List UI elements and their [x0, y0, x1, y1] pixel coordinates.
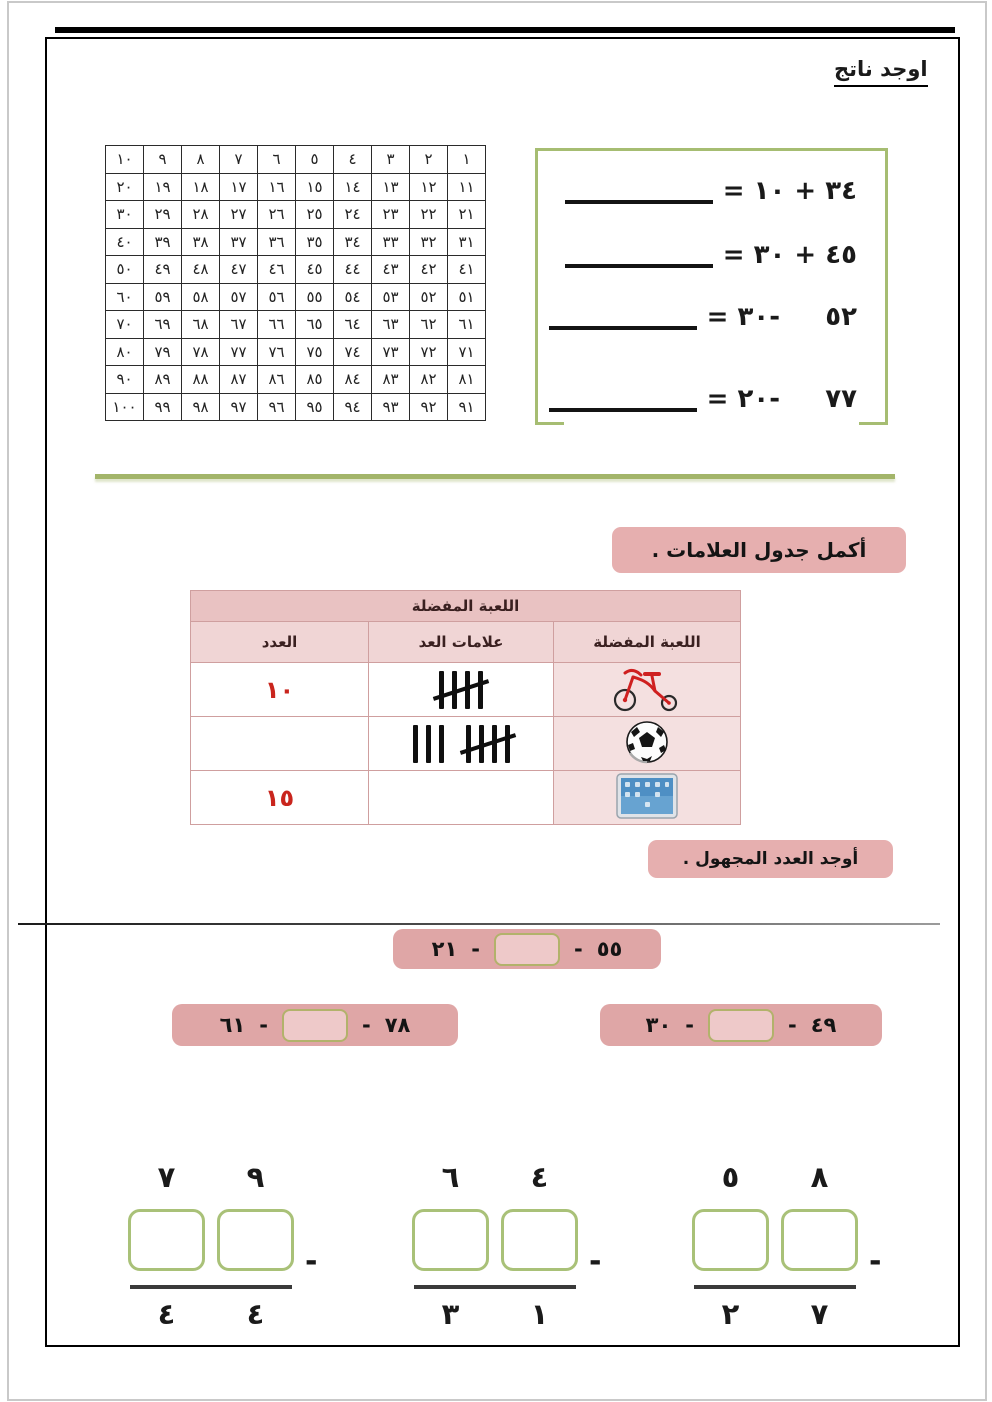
hundred-chart-cell: ١٢ [410, 173, 448, 201]
minus-sign: - [574, 937, 583, 961]
answer-blank [565, 200, 713, 204]
hundred-chart-cell: ٦٣ [372, 311, 410, 339]
tally-instruction-label: أكمل جدول العلامات . [651, 538, 867, 562]
hundred-chart-row [106, 201, 486, 229]
hundred-chart-cell: ٥٥ [296, 283, 334, 311]
minus-sign: - [788, 1013, 797, 1037]
answer-box [282, 1009, 348, 1042]
answer-blank [549, 408, 697, 412]
top-digits [412, 1158, 622, 1196]
hundred-chart-cell: ٦١ [448, 311, 486, 339]
tally-row [191, 771, 741, 825]
hundred-chart-cell: ٦٢ [410, 311, 448, 339]
divider-line [18, 923, 940, 925]
header-count: العدد [191, 622, 369, 663]
answer-digit: ١ [530, 1297, 549, 1331]
minus-sign: - [471, 937, 480, 961]
tally-marks-cell [369, 717, 554, 771]
hundred-chart-cell: ٥٠ [106, 256, 144, 284]
hundred-chart-cell: ٣٥ [296, 228, 334, 256]
hundred-chart-cell: ٣١ [448, 228, 486, 256]
answer-box [412, 1209, 489, 1271]
hundred-chart-cell: ٤١ [448, 256, 486, 284]
equation-row [538, 237, 885, 273]
count-cell: ١٠ [191, 663, 369, 717]
hundred-chart-cell: ١٣ [372, 173, 410, 201]
header-game: اللعبة المفضلة [554, 622, 741, 663]
subtraction-problem-1 [128, 1158, 338, 1333]
hundred-chart-cell: ٩٥ [296, 393, 334, 421]
hundred-chart-cell: ٧٤ [334, 338, 372, 366]
hundred-chart-cell: ٧٨ [182, 338, 220, 366]
hundred-chart-cell: ٢٢ [410, 201, 448, 229]
hundred-chart-cell: ٦ [258, 146, 296, 174]
hundred-chart-cell: ٢ [410, 146, 448, 174]
hundred-chart-cell: ٢٤ [334, 201, 372, 229]
hundred-chart-cell: ٧٧ [220, 338, 258, 366]
top-digit: ٩ [246, 1160, 265, 1194]
hundred-chart-row [106, 366, 486, 394]
hundred-chart-cell: ١١ [448, 173, 486, 201]
hundred-chart-row [106, 256, 486, 284]
hundred-chart-row [106, 228, 486, 256]
hundred-chart-cell: ٩١ [448, 393, 486, 421]
hundred-chart-row [106, 283, 486, 311]
hundred-chart-row [106, 311, 486, 339]
header-tallies: علامات العد [369, 622, 554, 663]
hundred-chart-cell: ٣٨ [182, 228, 220, 256]
top-digit: ٤ [530, 1160, 549, 1194]
top-rule [55, 27, 955, 33]
answer-digit: ٢ [721, 1297, 740, 1331]
minus-sign: - [869, 1244, 882, 1279]
equation-expression: ٥٢ -٣٠ = [706, 302, 857, 332]
hundred-chart-cell: ١٥ [296, 173, 334, 201]
hundred-chart-row [106, 338, 486, 366]
answer-blank [549, 326, 697, 330]
equation-row [538, 299, 885, 335]
hundred-chart-cell: ١٩ [144, 173, 182, 201]
answer-digits [692, 1295, 902, 1333]
hundred-chart-cell: ٩٩ [144, 393, 182, 421]
unknown-equation-1 [393, 929, 661, 969]
hundred-chart-cell: ١٤ [334, 173, 372, 201]
answer-box [692, 1209, 769, 1271]
subtraction-problem-3 [692, 1158, 902, 1333]
tally-marks-cell [369, 771, 554, 825]
answer-box [501, 1209, 578, 1271]
hundred-chart-cell: ٤٣ [372, 256, 410, 284]
hundred-chart-cell: ٤٩ [144, 256, 182, 284]
hundred-chart-cell: ٨٨ [182, 366, 220, 394]
soccer-ball-icon [624, 719, 670, 765]
minus-sign: - [259, 1013, 268, 1037]
hundred-chart-cell: ٤٦ [258, 256, 296, 284]
hundred-chart-cell: ١٧ [220, 173, 258, 201]
hundred-chart-cell: ٩٢ [410, 393, 448, 421]
game-cell [554, 771, 741, 825]
hundred-chart-row [106, 146, 486, 174]
equation-row [538, 173, 885, 209]
tally-row [191, 663, 741, 717]
equation-rows [538, 173, 885, 417]
hundred-chart-cell: ٧٩ [144, 338, 182, 366]
hundred-chart-row [106, 393, 486, 421]
hundred-chart-cell: ٤ [334, 146, 372, 174]
minus-sign: - [589, 1244, 602, 1279]
tally-table-title-row [191, 591, 741, 622]
result: ٢١ [431, 937, 458, 961]
hundred-chart-cell: ٣٢ [410, 228, 448, 256]
hundred-chart-cell: ٢١ [448, 201, 486, 229]
hundred-chart-cell: ٤٧ [220, 256, 258, 284]
answer-box [781, 1209, 858, 1271]
hundred-chart-cell: ٣٩ [144, 228, 182, 256]
minus-sign: - [305, 1244, 318, 1279]
tally-marks-cell [369, 663, 554, 717]
unknown-equation-2 [172, 1004, 458, 1046]
result: ٦١ [219, 1013, 246, 1037]
hundred-chart-cell: ٣٠ [106, 201, 144, 229]
tablet-icon [616, 773, 678, 819]
hundred-chart-cell: ٣٦ [258, 228, 296, 256]
tricycle-icon [610, 664, 684, 712]
top-digits [692, 1158, 902, 1196]
minuend: ٤٩ [810, 1013, 837, 1037]
equals-line [414, 1285, 576, 1289]
hundred-chart-cell: ٦٨ [182, 311, 220, 339]
hundred-chart-cell: ٥٨ [182, 283, 220, 311]
answer-box [217, 1209, 294, 1271]
tally-table [190, 590, 741, 825]
top-digit: ٨ [810, 1160, 829, 1194]
hundred-chart-cell: ٤٠ [106, 228, 144, 256]
result: ٣٠ [645, 1013, 672, 1037]
tally-group-of-5 [466, 725, 510, 763]
hundred-chart-cell: ٥٢ [410, 283, 448, 311]
hundred-chart-cell: ٢٩ [144, 201, 182, 229]
top-digits [128, 1158, 338, 1196]
hundred-chart-cell: ٨٤ [334, 366, 372, 394]
hundred-chart-cell: ١٠٠ [106, 393, 144, 421]
answer-digit: ٧ [810, 1297, 829, 1331]
hundred-chart-cell: ٧٢ [410, 338, 448, 366]
hundred-chart-cell: ٨٣ [372, 366, 410, 394]
hundred-chart-cell: ٥ [296, 146, 334, 174]
hundred-chart-cell: ٩٠ [106, 366, 144, 394]
equals-line [130, 1285, 292, 1289]
hundred-chart-cell: ٧٣ [372, 338, 410, 366]
hundred-chart-cell: ٤٢ [410, 256, 448, 284]
minus-sign: - [362, 1013, 371, 1037]
answer-digits [412, 1295, 622, 1333]
hundred-chart-cell: ٨١ [448, 366, 486, 394]
hundred-chart-cell: ١٦ [258, 173, 296, 201]
hundred-chart-cell: ٩ [144, 146, 182, 174]
hundred-chart-cell: ٢٠ [106, 173, 144, 201]
answer-blank [565, 264, 713, 268]
equation-expression: ٣٤ + ١٠ = [722, 176, 857, 206]
subtraction-problem-2 [412, 1158, 622, 1333]
minuend: ٧٨ [384, 1013, 411, 1037]
hundred-chart-cell: ٦٠ [106, 283, 144, 311]
hundred-chart-cell: ٧٥ [296, 338, 334, 366]
hundred-chart-cell: ٥٩ [144, 283, 182, 311]
hundred-chart-cell: ٨٧ [220, 366, 258, 394]
hundred-chart-cell: ٣٧ [220, 228, 258, 256]
hundred-chart-cell: ٣٤ [334, 228, 372, 256]
hundred-chart-cell: ٢٥ [296, 201, 334, 229]
tally-group-of-5 [439, 671, 483, 709]
answer-digit: ٣ [441, 1297, 460, 1331]
equations-box [535, 148, 888, 425]
top-digit: ٧ [157, 1160, 176, 1194]
hundred-chart-cell: ٨ [182, 146, 220, 174]
hundred-chart-cell: ٩٨ [182, 393, 220, 421]
unknown-equation-3 [600, 1004, 882, 1046]
hundred-chart-cell: ٧١ [448, 338, 486, 366]
equation-expression: ٤٥ + ٣٠ = [722, 240, 857, 270]
count-cell: ١٥ [191, 771, 369, 825]
hundred-chart-cell: ٢٧ [220, 201, 258, 229]
hundred-chart-cell: ٥١ [448, 283, 486, 311]
hundred-chart-cell: ١ [448, 146, 486, 174]
hundred-chart-cell: ٥٧ [220, 283, 258, 311]
top-digit: ٥ [721, 1160, 740, 1194]
top-digit: ٦ [441, 1160, 460, 1194]
hundred-chart-cell: ٩٦ [258, 393, 296, 421]
hundred-chart-cell: ٦٤ [334, 311, 372, 339]
hundred-chart-cell: ٨٦ [258, 366, 296, 394]
hundred-chart-cell: ٧٠ [106, 311, 144, 339]
hundred-chart-cell: ٦٥ [296, 311, 334, 339]
hundred-chart-cell: ٨٢ [410, 366, 448, 394]
answer-digit: ٤ [157, 1297, 176, 1331]
section-divider [95, 474, 895, 479]
hundred-chart-cell: ٩٤ [334, 393, 372, 421]
hundred-chart-cell: ٢٨ [182, 201, 220, 229]
equals-line [694, 1285, 856, 1289]
answer-box [128, 1209, 205, 1271]
game-cell [554, 663, 741, 717]
hundred-chart [105, 145, 486, 421]
hundred-chart-cell: ٥٤ [334, 283, 372, 311]
hundred-chart-cell: ٦٩ [144, 311, 182, 339]
hundred-chart-cell: ١٨ [182, 173, 220, 201]
tally-row [191, 717, 741, 771]
hundred-chart-cell: ٥٦ [258, 283, 296, 311]
minuend: ٥٥ [596, 937, 623, 961]
hundred-chart-cell: ٢٦ [258, 201, 296, 229]
hundred-chart-cell: ٥٣ [372, 283, 410, 311]
hundred-chart-cell: ٤٨ [182, 256, 220, 284]
hundred-chart-cell: ٤٤ [334, 256, 372, 284]
hundred-chart-cell: ٧ [220, 146, 258, 174]
hundred-chart-cell: ١٠ [106, 146, 144, 174]
hundred-chart-cell: ٣ [372, 146, 410, 174]
answer-digit: ٤ [246, 1297, 265, 1331]
answer-box [708, 1009, 774, 1042]
unknown-instruction-label: أوجد العدد المجهول . [682, 849, 859, 869]
hundred-chart-cell: ٤٥ [296, 256, 334, 284]
tally-table-title: اللعبة المفضلة [191, 591, 741, 622]
hundred-chart-cell: ٨٠ [106, 338, 144, 366]
hundred-chart-cell: ٩٧ [220, 393, 258, 421]
hundred-chart-cell: ٦٦ [258, 311, 296, 339]
hundred-chart-cell: ٩٣ [372, 393, 410, 421]
hundred-chart-row [106, 173, 486, 201]
minus-sign: - [685, 1013, 694, 1037]
hundred-chart-cell: ٨٥ [296, 366, 334, 394]
count-cell [191, 717, 369, 771]
page-title: اوجد ناتج [834, 57, 928, 87]
answer-box [494, 933, 560, 966]
hundred-chart-cell: ٣٣ [372, 228, 410, 256]
tally-table-header-row [191, 622, 741, 663]
hundred-chart-cell: ٢٣ [372, 201, 410, 229]
hundred-chart-cell: ٦٧ [220, 311, 258, 339]
tally-instruction [612, 527, 906, 573]
game-cell [554, 717, 741, 771]
hundred-chart-cell: ٨٩ [144, 366, 182, 394]
unknown-instruction [648, 840, 893, 878]
answer-digits [128, 1295, 338, 1333]
equation-row [538, 381, 885, 417]
equation-expression: ٧٧ -٢٠ = [706, 384, 857, 414]
tally-group-of-3 [413, 725, 444, 763]
hundred-chart-cell: ٧٦ [258, 338, 296, 366]
